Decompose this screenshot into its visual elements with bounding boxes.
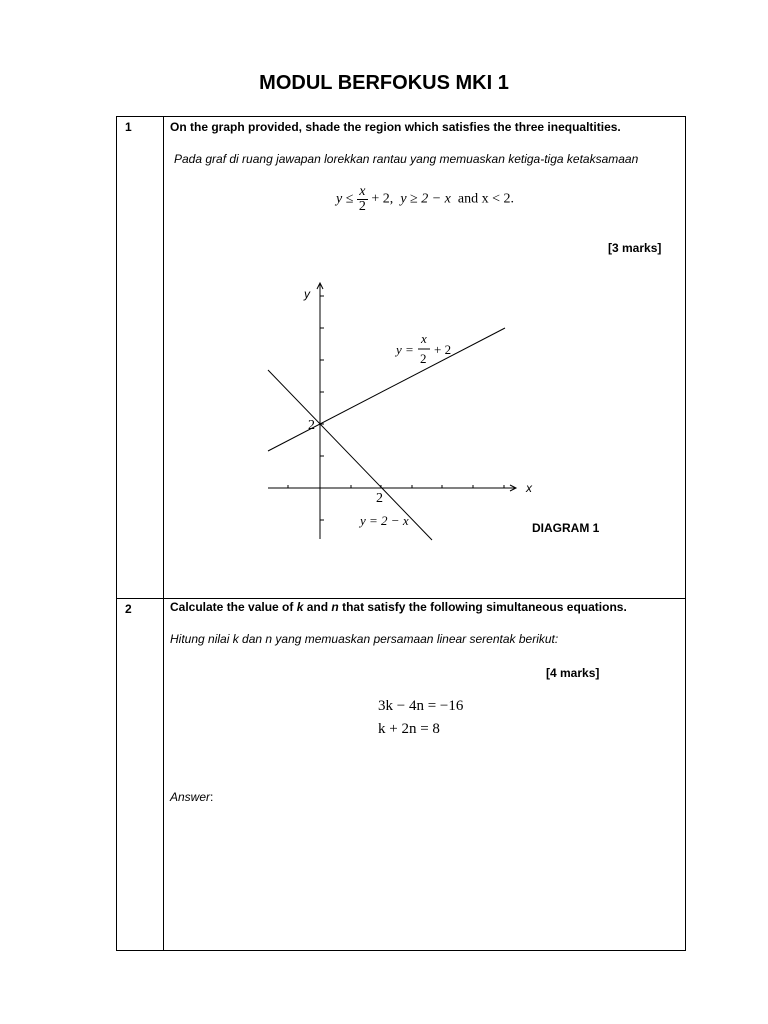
y-intercept-label: 2 <box>308 418 315 433</box>
line-1-label-numerator: x <box>421 331 427 346</box>
answer-label-colon: : <box>210 790 214 804</box>
x-intercept-label: 2 <box>376 491 383 506</box>
ineq-2: y ≥ 2 − x <box>400 191 451 207</box>
equation-2: k + 2n = 8 <box>378 721 440 737</box>
question-2-text-b: and <box>303 600 332 614</box>
question-1-text-en: On the graph provided, shade the region which satisfies the three inequaltities. <box>170 120 621 134</box>
question-2-text-a: Calculate the value of <box>170 600 297 614</box>
question-2-text-ms: Hitung nilai k dan n yang memuaskan persamaan linear serentak berikut: <box>170 632 559 646</box>
question-number: 2 <box>117 599 164 951</box>
ineq-1-lhs: y ≤ <box>336 191 354 207</box>
question-2-body <box>164 599 686 951</box>
question-2-text-en <box>170 600 627 614</box>
question-1-marks: [3 marks] <box>608 241 662 255</box>
equation-1: 3k − 4n = −16 <box>378 698 464 714</box>
document-title: MODUL BERFOKUS MKI 1 <box>259 72 509 94</box>
question-1-text-ms: Pada graf di ruang jawapan lorekkan rantau yang memuaskan ketiga-tiga ketaksamaan <box>174 152 639 166</box>
diagram-caption: DIAGRAM 1 <box>532 521 600 535</box>
question-1-body <box>164 117 686 599</box>
y-axis-label: y <box>304 287 310 301</box>
ineq-1-rest: + 2, <box>371 191 394 207</box>
question-row-1 <box>117 117 686 599</box>
question-1-inequalities <box>336 185 514 214</box>
line-1-label-rest: + 2 <box>434 342 452 357</box>
question-2-text-c: that satisfy the following simultaneous equations. <box>338 600 627 614</box>
question-number: 1 <box>117 117 164 599</box>
ineq-3: and x < 2. <box>457 191 514 207</box>
ineq-1-fraction <box>357 185 368 214</box>
ineq-1-denominator: 2 <box>358 199 366 214</box>
question-table <box>116 116 686 951</box>
answer-label-text: Answer <box>170 790 211 804</box>
ineq-1-numerator: x <box>357 185 368 200</box>
question-2-var-k: k <box>296 600 304 614</box>
line-y-equals-x-over-2-plus-2 <box>268 328 505 451</box>
line-2-label: y = 2 − x <box>360 513 409 528</box>
answer-label <box>170 790 213 804</box>
question-2-var-n: n <box>331 600 339 614</box>
line-1-label-lhs: y = <box>396 342 414 357</box>
x-axis-label: x <box>526 481 532 495</box>
question-2-marks: [4 marks] <box>546 666 600 680</box>
diagram-1-graph <box>254 277 554 547</box>
question-row-2 <box>117 599 686 951</box>
line-1-label-denominator: 2 <box>420 351 427 366</box>
y-axis-ticks <box>320 296 324 520</box>
